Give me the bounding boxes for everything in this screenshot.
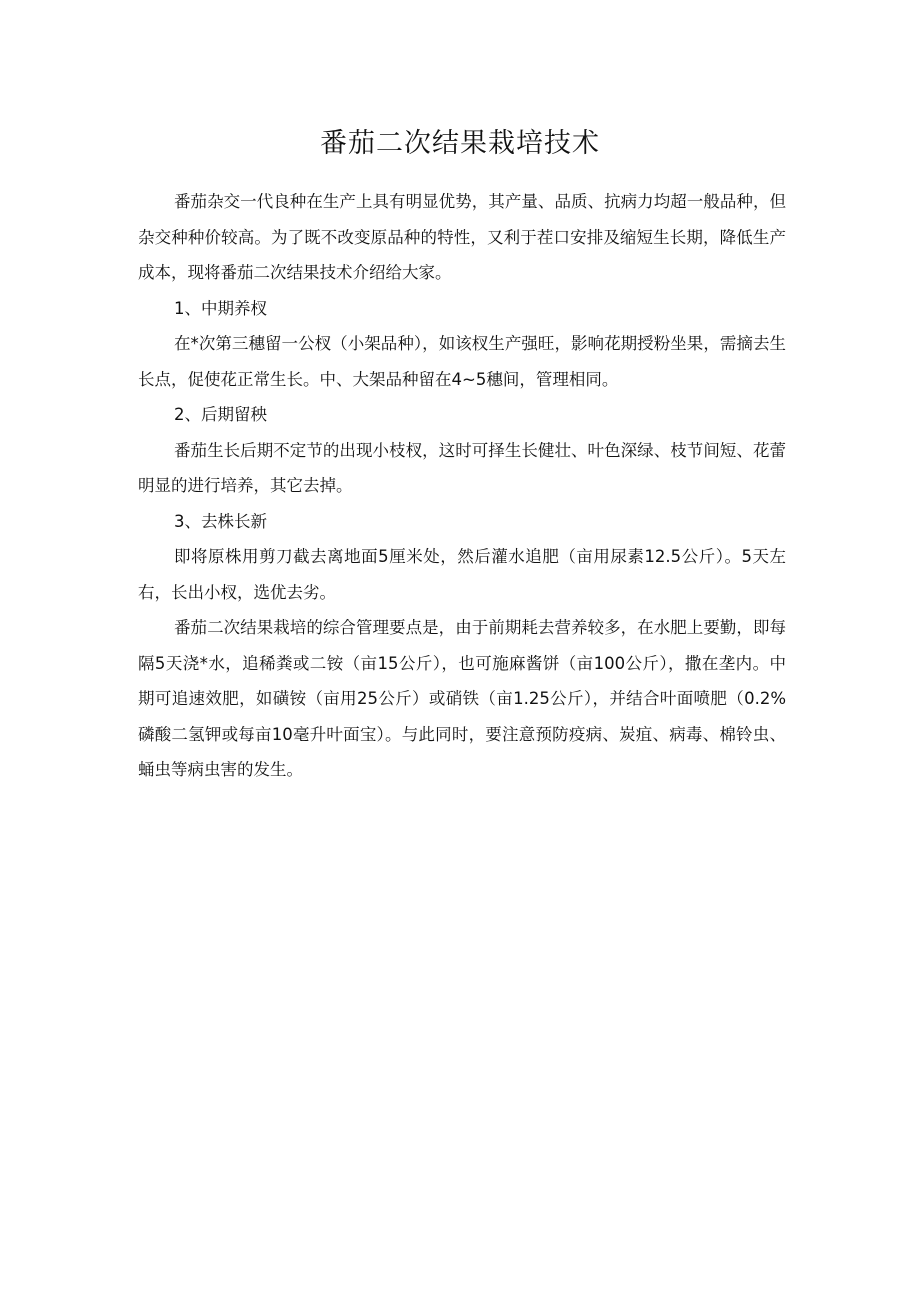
document-title: 番茄二次结果栽培技术 (320, 128, 600, 159)
section-1-paragraph: 在*次第三穗留一公杈（小架品种），如该杈生产强旺，影响花期授粉坐果，需摘去生长点，促使花正常生长。中、大架品种留在4~5穗间，管理相同。 (138, 334, 786, 389)
section-3-paragraph: 即将原株用剪刀截去离地面5厘米处，然后灌水追肥（亩用尿素12.5公斤）。5天左右，长出小杈，选优去劣。 (138, 547, 786, 602)
intro-paragraph: 番茄杂交一代良种在生产上具有明显优势，其产量、品质、抗病力均超一般品种，但杂交种种价较高。为了既不改变原品种的特性，又利于茬口安排及缩短生长期，降低生产成本，现将番茄二次结果技术介绍给大家。 (138, 192, 786, 282)
section-heading-1: 1、中期养杈 (174, 298, 267, 318)
management-paragraph: 番茄二次结果栽培的综合管理要点是，由于前期耗去营养较多，在水肥上要勤，即每隔5天浇*水，追稀粪或二铵（亩15公斤），也可施麻酱饼（亩100公斤），撒在垄内。中期可追速效肥，如磺铵（亩用25公斤）或硝铁（亩1.25公斤），并结合叶面喷肥（0.2%磷酸二氢钾或每亩10毫升叶面宝）。与此同时，要注意预防疫病、炭疽、病毒、棉铃虫、蛹虫等病虫害的发生。 (138, 618, 786, 779)
section-2-paragraph: 番茄生长后期不定节的出现小枝杈，这时可择生长健壮、叶色深绿、枝节间短、花蕾明显的进行培养，其它去掉。 (138, 440, 786, 495)
document-body (138, 184, 786, 788)
section-heading-3: 3、去株长新 (174, 511, 267, 531)
section-heading-2: 2、后期留秧 (174, 405, 267, 424)
